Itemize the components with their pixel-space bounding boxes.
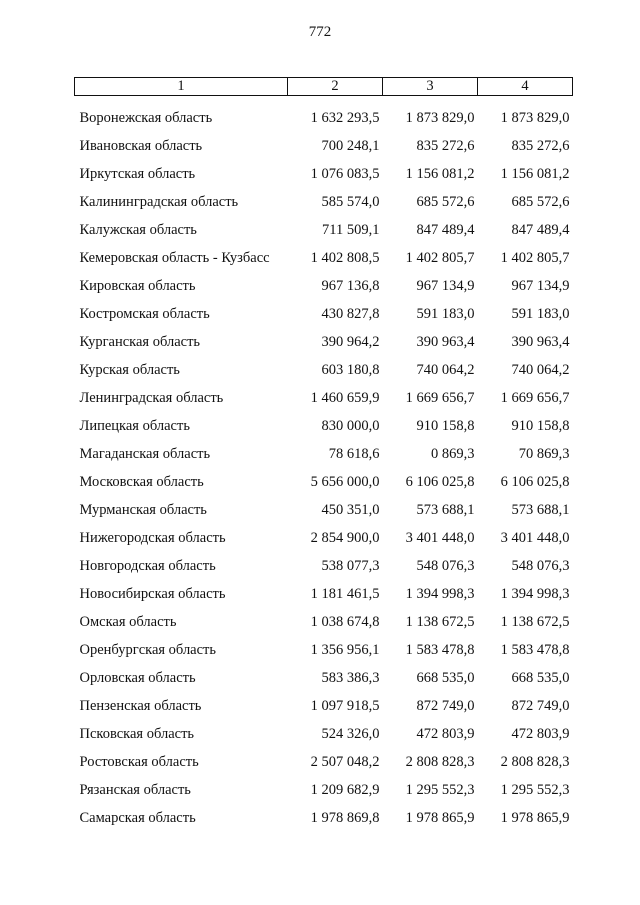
- value-cell: 538 077,3: [321, 557, 380, 574]
- column-header: 4: [478, 78, 573, 96]
- value-cell: 1 402 805,7: [500, 249, 570, 266]
- value-cell: 2 854 900,0: [310, 529, 380, 546]
- value-cell: 573 688,1: [511, 501, 570, 518]
- region-name-cell: Псковская область: [79, 725, 195, 742]
- value-cell: 1 873 829,0: [405, 109, 475, 126]
- value-cell: 1 156 081,2: [405, 165, 475, 182]
- region-name-cell: Ивановская область: [79, 137, 203, 154]
- value-cell: 910 158,8: [416, 417, 475, 434]
- value-cell: 1 402 808,5: [310, 249, 380, 266]
- value-cell: 835 272,6: [511, 137, 570, 154]
- value-cell: 1 295 552,3: [500, 781, 570, 798]
- table-row: [75, 384, 573, 412]
- value-cell: 1 356 956,1: [310, 641, 380, 658]
- value-cell: 603 180,8: [321, 361, 380, 378]
- value-cell: 2 507 048,2: [310, 753, 380, 770]
- region-name-cell: Новосибирская область: [79, 585, 226, 602]
- table-row: [75, 300, 573, 328]
- table-row: [75, 720, 573, 748]
- value-cell: 1 156 081,2: [500, 165, 570, 182]
- value-cell: 70 869,3: [518, 445, 570, 462]
- value-cell: 0 869,3: [431, 445, 475, 462]
- region-name-cell: Ленинградская область: [79, 389, 224, 406]
- value-cell: 472 803,9: [511, 725, 570, 742]
- table-row: [75, 328, 573, 356]
- region-name-cell: Кемеровская область - Кузбасс: [79, 249, 270, 266]
- page-number: 772: [308, 24, 332, 40]
- region-name-cell: Новгородская область: [79, 557, 216, 574]
- value-cell: 450 351,0: [321, 501, 380, 518]
- value-cell: 1 394 998,3: [405, 585, 475, 602]
- value-cell: 1 402 805,7: [405, 249, 475, 266]
- value-cell: 967 136,8: [321, 277, 380, 294]
- value-cell: 390 963,4: [511, 333, 570, 350]
- table-row: [75, 96, 573, 133]
- value-cell: 390 963,4: [416, 333, 475, 350]
- region-name-cell: Курганская область: [79, 333, 201, 350]
- value-cell: 1 394 998,3: [500, 585, 570, 602]
- value-cell: 1 295 552,3: [405, 781, 475, 798]
- table-body: [75, 96, 573, 833]
- value-cell: 1 583 478,8: [405, 641, 475, 658]
- table-row: [75, 776, 573, 804]
- region-name-cell: Рязанская область: [79, 781, 191, 798]
- table-row: [75, 636, 573, 664]
- value-cell: 583 386,3: [321, 669, 380, 686]
- value-cell: 1 632 293,5: [310, 109, 380, 126]
- value-cell: 1 978 865,9: [500, 809, 570, 826]
- value-cell: 524 326,0: [321, 725, 380, 742]
- table-row: [75, 412, 573, 440]
- region-name-cell: Нижегородская область: [79, 529, 226, 546]
- region-name-cell: Мурманская область: [79, 501, 207, 518]
- table-row: [75, 440, 573, 468]
- region-name-cell: Калужская область: [79, 221, 197, 238]
- value-cell: 830 000,0: [321, 417, 380, 434]
- table-row: [75, 552, 573, 580]
- value-cell: 1 138 672,5: [500, 613, 570, 630]
- value-cell: 5 656 000,0: [310, 473, 380, 490]
- table-row: [75, 748, 573, 776]
- value-cell: 685 572,6: [416, 193, 475, 210]
- value-cell: 1 978 865,9: [405, 809, 475, 826]
- value-cell: 2 808 828,3: [405, 753, 475, 770]
- table-row: [75, 188, 573, 216]
- value-cell: 847 489,4: [511, 221, 570, 238]
- table-row: [75, 664, 573, 692]
- table-header-row: [75, 78, 573, 96]
- value-cell: 3 401 448,0: [500, 529, 570, 546]
- table-row: [75, 804, 573, 832]
- value-cell: 1 460 659,9: [310, 389, 380, 406]
- value-cell: 1 181 461,5: [310, 585, 380, 602]
- value-cell: 1 978 869,8: [310, 809, 380, 826]
- region-name-cell: Орловская область: [79, 669, 196, 686]
- value-cell: 967 134,9: [416, 277, 475, 294]
- value-cell: 1 873 829,0: [500, 109, 570, 126]
- column-header: 2: [288, 78, 383, 96]
- value-cell: 1 038 674,8: [310, 613, 380, 630]
- value-cell: 910 158,8: [511, 417, 570, 434]
- value-cell: 740 064,2: [416, 361, 475, 378]
- value-cell: 1 669 656,7: [500, 389, 570, 406]
- table-row: [75, 244, 573, 272]
- value-cell: 6 106 025,8: [500, 473, 570, 490]
- value-cell: 835 272,6: [416, 137, 475, 154]
- column-header: 1: [75, 78, 288, 96]
- table-row: [75, 272, 573, 300]
- value-cell: 591 183,0: [511, 305, 570, 322]
- region-name-cell: Оренбургская область: [79, 641, 217, 658]
- data-table: [74, 77, 573, 832]
- region-name-cell: Самарская область: [79, 809, 196, 826]
- region-name-cell: Ростовская область: [79, 753, 199, 770]
- value-cell: 872 749,0: [511, 697, 570, 714]
- table-row: [75, 356, 573, 384]
- region-name-cell: Калининградская область: [79, 193, 239, 210]
- value-cell: 967 134,9: [511, 277, 570, 294]
- region-name-cell: Курская область: [79, 361, 180, 378]
- value-cell: 1 583 478,8: [500, 641, 570, 658]
- table-row: [75, 608, 573, 636]
- value-cell: 711 509,1: [322, 221, 380, 238]
- value-cell: 390 964,2: [321, 333, 380, 350]
- region-name-cell: Магаданская область: [79, 445, 211, 462]
- region-name-cell: Московская область: [79, 473, 204, 490]
- value-cell: 668 535,0: [511, 669, 570, 686]
- value-cell: 585 574,0: [321, 193, 380, 210]
- value-cell: 548 076,3: [511, 557, 570, 574]
- value-cell: 700 248,1: [321, 137, 380, 154]
- value-cell: 1 209 682,9: [310, 781, 380, 798]
- value-cell: 78 618,6: [328, 445, 380, 462]
- value-cell: 3 401 448,0: [405, 529, 475, 546]
- value-cell: 740 064,2: [511, 361, 570, 378]
- value-cell: 2 808 828,3: [500, 753, 570, 770]
- region-name-cell: Омская область: [79, 613, 177, 630]
- value-cell: 685 572,6: [511, 193, 570, 210]
- region-name-cell: Пензенская область: [79, 697, 202, 714]
- table-row: [75, 496, 573, 524]
- table-row: [75, 692, 573, 720]
- value-cell: 548 076,3: [416, 557, 475, 574]
- value-cell: 1 097 918,5: [310, 697, 380, 714]
- region-name-cell: Кировская область: [79, 277, 196, 294]
- table-row: [75, 216, 573, 244]
- value-cell: 591 183,0: [416, 305, 475, 322]
- value-cell: 1 138 672,5: [405, 613, 475, 630]
- value-cell: 6 106 025,8: [405, 473, 475, 490]
- value-cell: 472 803,9: [416, 725, 475, 742]
- value-cell: 1 669 656,7: [405, 389, 475, 406]
- region-name-cell: Иркутская область: [79, 165, 196, 182]
- value-cell: 1 076 083,5: [310, 165, 380, 182]
- column-header: 3: [383, 78, 478, 96]
- value-cell: 573 688,1: [416, 501, 475, 518]
- table-row: [75, 160, 573, 188]
- value-cell: 668 535,0: [416, 669, 475, 686]
- region-name-cell: Костромская область: [79, 305, 210, 322]
- table-row: [75, 468, 573, 496]
- value-cell: 872 749,0: [416, 697, 475, 714]
- table-row: [75, 580, 573, 608]
- region-name-cell: Воронежская область: [79, 109, 213, 126]
- region-name-cell: Липецкая область: [79, 417, 190, 434]
- value-cell: 430 827,8: [321, 305, 380, 322]
- table-row: [75, 132, 573, 160]
- table-row: [75, 524, 573, 552]
- value-cell: 847 489,4: [416, 221, 475, 238]
